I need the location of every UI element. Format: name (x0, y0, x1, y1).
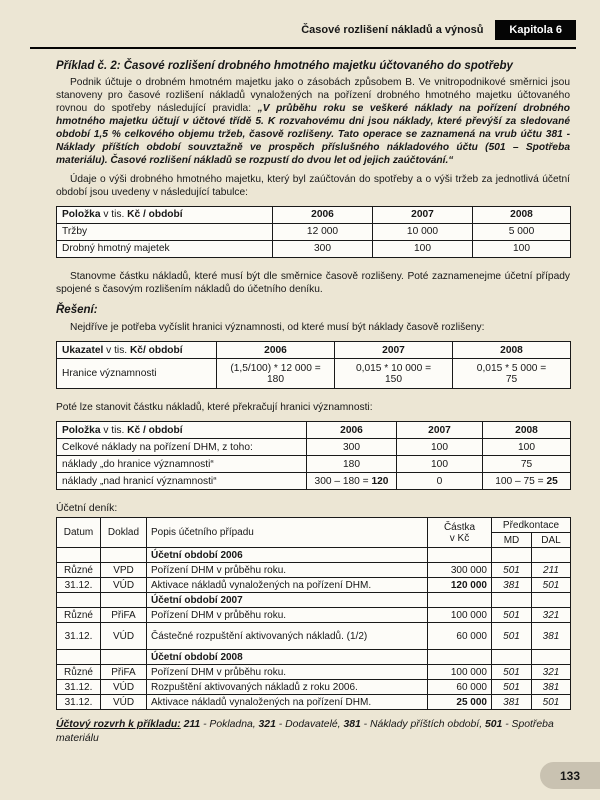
journal-row (57, 608, 571, 623)
cell-datum: 31.12. (57, 578, 101, 593)
cell-value: 100 (397, 456, 483, 473)
account-number: 381 (343, 719, 361, 731)
cell-popis: Aktivace nákladů vynaložených na pořízení DHM. (147, 695, 428, 710)
section-title: Účetní období 2006 (147, 548, 428, 563)
col-predkontace: Předkontace (492, 518, 571, 533)
cell-md: 501 (492, 665, 532, 680)
calc-result: 120 (371, 475, 389, 487)
cell-value: 300 (307, 439, 397, 456)
header-bold2: Kč/ období (129, 344, 183, 356)
col-popis: Popis účetního případu (147, 518, 428, 548)
intro-paragraph (56, 77, 570, 168)
cell-amount: 300 000 (428, 563, 492, 578)
account-number: 501 (484, 719, 503, 731)
header-mid: v tis. (100, 424, 128, 436)
intro-text: Podnik účtuje o drobném hmotném majetku jako o zásobách způsobem B. Ve vnitropodnikové směrnici jsou stanoveny pro časové rozlišení nákladů vynaložených na pořízení drobného hmotného majetku účtovaného rovnou do spotřeby následující pravidla: (56, 77, 570, 114)
formula-result: 180 (267, 373, 284, 385)
cell-amount: 100 000 (428, 608, 492, 623)
cell-amount: 60 000 (428, 623, 492, 650)
page-number-tab (540, 762, 600, 789)
exceed-intro: Poté lze stanovit částku nákladů, které překračují hranici významnosti: (56, 402, 373, 414)
cell-value: 0 (397, 473, 483, 490)
cell-doklad: PřiFA (101, 608, 147, 623)
cell-year: 2008 (453, 342, 571, 359)
cell-label (57, 206, 273, 223)
cell-year: 2007 (373, 206, 473, 223)
directive-quote: „V průběhu roku se veškeré náklady na pořízení drobného hmotného majetku účtují v účtové třídě 5. K rozvahovému dni jsou náklady, které převýší za sledované období 1,5 % celkového objemu tržeb, časově rozlišeny. Tato operace se zaznamená na vrub účtu 381 - Náklady příštích období souvztažně ve prospěch příslušného nákladového účtu (501 – Spotřeba materiálu). Časové rozlišení nákladů se rozpustí do dvou let od jejich zaúčtování.“ (56, 102, 570, 166)
cell-label: Drobný hmotný majetek (57, 240, 273, 257)
table-row (57, 240, 571, 257)
cell-value: 5 000 (473, 223, 571, 240)
account-number: 211 (183, 719, 201, 731)
cell-year: 2006 (217, 342, 335, 359)
cell-popis: Částečné rozpuštění aktivovaných nákladů. (1/2) (147, 623, 428, 650)
journal-header-row (57, 518, 571, 533)
account-name: - Náklady příštích období, (360, 719, 485, 731)
header-bold2: Kč / období (127, 424, 183, 436)
threshold-table (56, 341, 571, 389)
cell-dal: 381 (532, 623, 571, 650)
cell-year: 2006 (307, 422, 397, 439)
data-intro-paragraph: Údaje o výši drobného hmotného majetku, který byl zaúčtován do spotřeby a o výši tržeb za jednotlivá účetní období jsou uvedeny v následující tabulce: (56, 173, 570, 198)
cell-amount: 60 000 (428, 680, 492, 695)
cell-year: 2007 (397, 422, 483, 439)
header-mid: v tis. (100, 209, 128, 221)
journal-row (57, 578, 571, 593)
cell-doklad: VÚD (101, 623, 147, 650)
cell-value: 100 (373, 240, 473, 257)
cell-label: Hranice významnosti (57, 359, 217, 389)
formula-text: 0,015 * 10 000 = (355, 362, 432, 374)
col-castka-line1: Částka (443, 521, 476, 533)
cell-datum: Různé (57, 563, 101, 578)
cell-value (483, 473, 571, 490)
cell-label: náklady „nad hranicí významnosti“ (57, 473, 307, 490)
cell-value: 10 000 (373, 223, 473, 240)
cell-year: 2007 (335, 342, 453, 359)
cell-label: náklady „do hranice významnosti“ (57, 456, 307, 473)
table-row (57, 456, 571, 473)
header-rule (30, 47, 576, 49)
solution-heading: Řešení: (56, 304, 98, 317)
chapter-badge: Kapitola 6 (495, 20, 576, 40)
journal-row (57, 623, 571, 650)
table-row (57, 439, 571, 456)
cell-value: 100 (397, 439, 483, 456)
col-doklad: Doklad (101, 518, 147, 548)
cell-dal: 321 (532, 608, 571, 623)
cell-dal: 501 (532, 695, 571, 710)
page-content (56, 60, 570, 746)
journal-row (57, 665, 571, 680)
page-number: 133 (559, 768, 581, 783)
threshold-intro: Nejdříve je potřeba vyčíslit hranici významnosti, od které musí být náklady časově rozlišeny: (70, 322, 485, 334)
example-title: Příklad č. 2: Časové rozlišení drobného hmotného majetku účtovaného do spotřeby (56, 60, 513, 72)
cell-year: 2008 (473, 206, 571, 223)
cell-value (307, 473, 397, 490)
page-header (30, 20, 576, 40)
header-mid: v tis. (103, 344, 130, 356)
note-label: Účtový rozvrh k příkladu: (56, 719, 181, 731)
cell-md: 381 (492, 695, 532, 710)
cell-dal: 381 (532, 680, 571, 695)
cell-label: Celkové náklady na pořízení DHM, z toho: (57, 439, 307, 456)
cell-md: 501 (492, 608, 532, 623)
formula-result: 75 (505, 373, 518, 385)
cell-value: 180 (307, 456, 397, 473)
cell-popis: Pořízení DHM v průběhu roku. (147, 665, 428, 680)
formula-text: (1,5/100) * 12 000 = (230, 362, 321, 374)
journal-row (57, 680, 571, 695)
account-number: 321 (258, 719, 276, 731)
cell-dal: 211 (532, 563, 571, 578)
cell-datum: Různé (57, 608, 101, 623)
cell-doklad: VPD (101, 563, 147, 578)
table-header-row (57, 206, 571, 223)
cell-md: 501 (492, 623, 532, 650)
cell-doklad: PřiFA (101, 665, 147, 680)
table-row (57, 473, 571, 490)
col-dal: DAL (532, 533, 571, 548)
header-bold1: Ukazatel (62, 344, 104, 356)
cell-dal: 501 (532, 578, 571, 593)
header-bold2: Kč / období (127, 209, 183, 221)
journal-table (56, 517, 571, 710)
cell-value: 75 (483, 456, 571, 473)
journal-section-row (57, 650, 571, 665)
cell-label (57, 342, 217, 359)
calc-text: 300 – 180 = (314, 475, 372, 487)
chart-of-accounts-note (56, 718, 570, 745)
journal-section-row (57, 548, 571, 563)
cell-datum: 31.12. (57, 623, 101, 650)
cell-popis: Rozpuštění aktivovaných nákladů z roku 2006. (147, 680, 428, 695)
account-name: - Spotřeba materiálu (56, 719, 554, 745)
cell-amount: 120 000 (428, 578, 492, 593)
table-header-row (57, 422, 571, 439)
section-title: Účetní období 2008 (147, 650, 428, 665)
section-title: Účetní období 2007 (147, 593, 428, 608)
cell-value: 100 (483, 439, 571, 456)
col-castka (428, 518, 492, 548)
col-castka-line2: v Kč (449, 532, 470, 544)
calc-result: 25 (546, 475, 558, 487)
task-paragraph: Stanovme částku nákladů, které musí být dle směrnice časově rozlišeny. Poté zaznamenejme účetní případy spojené s časovým rozlišením nákladů do účetního deníku. (56, 270, 570, 295)
cell-doklad: VÚD (101, 680, 147, 695)
journal-section-row (57, 593, 571, 608)
cell-popis: Aktivace nákladů vynaložených na pořízení DHM. (147, 578, 428, 593)
cell-datum: 31.12. (57, 695, 101, 710)
cell-popis: Pořízení DHM v průběhu roku. (147, 563, 428, 578)
account-name: - Dodavatelé, (275, 719, 344, 731)
formula-result: 150 (385, 373, 402, 385)
cell-datum: 31.12. (57, 680, 101, 695)
cell-md: 501 (492, 680, 532, 695)
cell-year: 2008 (483, 422, 571, 439)
cell-value: 100 (473, 240, 571, 257)
cell-popis: Pořízení DHM v průběhu roku. (147, 608, 428, 623)
header-bold1: Položka (62, 424, 101, 436)
cell-value: 12 000 (273, 223, 373, 240)
journal-row (57, 563, 571, 578)
journal-row (57, 695, 571, 710)
cell-datum: Různé (57, 665, 101, 680)
cell-md: 381 (492, 578, 532, 593)
col-datum: Datum (57, 518, 101, 548)
materials-table (56, 206, 571, 258)
chapter-title: Časové rozlišení nákladů a výnosů (301, 24, 484, 36)
header-bold1: Položka (62, 209, 101, 221)
cell-label (57, 422, 307, 439)
cell-formula (217, 359, 335, 389)
calc-text: 100 – 75 = (495, 475, 547, 487)
table-header-row (57, 342, 571, 359)
cell-value: 300 (273, 240, 373, 257)
col-md: MD (492, 533, 532, 548)
cell-doklad: VÚD (101, 578, 147, 593)
cell-dal: 321 (532, 665, 571, 680)
exceed-table (56, 421, 571, 490)
cell-formula (453, 359, 571, 389)
journal-title: Účetní deník: (56, 503, 118, 515)
cell-formula (335, 359, 453, 389)
formula-text: 0,015 * 5 000 = (476, 362, 547, 374)
table-row (57, 359, 571, 389)
cell-amount: 25 000 (428, 695, 492, 710)
table-row (57, 223, 571, 240)
cell-label: Tržby (57, 223, 273, 240)
cell-amount: 100 000 (428, 665, 492, 680)
account-name: - Pokladna, (200, 719, 259, 731)
cell-year: 2006 (273, 206, 373, 223)
cell-md: 501 (492, 563, 532, 578)
cell-doklad: VÚD (101, 695, 147, 710)
